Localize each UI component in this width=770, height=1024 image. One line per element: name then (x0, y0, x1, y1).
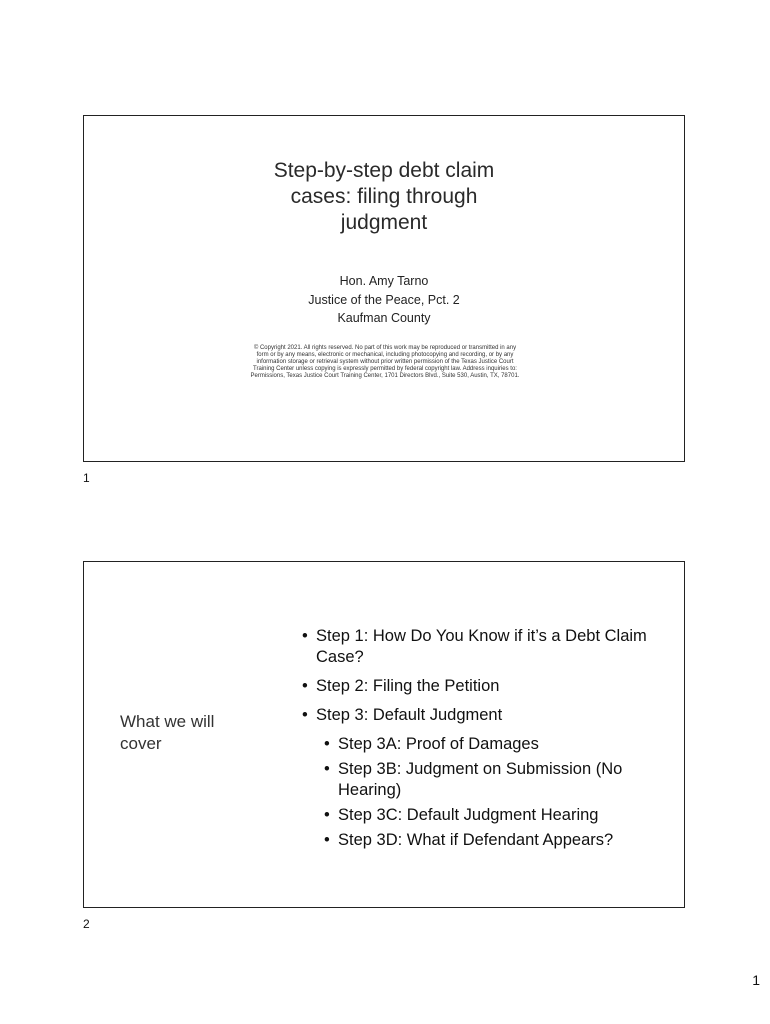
list-item: • Step 3D: What if Defendant Appears? (324, 830, 672, 851)
slide-2 (83, 561, 685, 908)
agenda-list (302, 626, 672, 855)
slide-1-number: 1 (83, 471, 90, 485)
slide-2-number: 2 (83, 917, 90, 931)
slide-1 (83, 115, 685, 462)
list-item: • Step 3C: Default Judgment Hearing (324, 805, 672, 826)
list-item: • Step 2: Filing the Petition (302, 676, 672, 697)
copyright-notice: © Copyright 2021. All rights reserved. No part of this work may be reproduced or transmitted in any form or by any means, electronic or mechanical, including photocopying and recording, or by any information storage or retrieval system without prior written permission of the Texas Justice Court Training Center unless copying is expressly permitted by federal copyright law. Address inquiries to: Permissions, Texas Justice Court Training Center, 1701 Directors Blvd., Suite 530, Austin, TX, 78701. (250, 345, 520, 380)
slide-1-title: Step-by-step debt claim cases: filing through judgment (273, 159, 495, 234)
author-county: Kaufman County (337, 311, 431, 325)
author-position: Justice of the Peace, Pct. 2 (308, 292, 460, 307)
list-item: • Step 1: How Do You Know if it’s a Debt Claim Case? (302, 626, 672, 668)
slide-1-author-block (84, 272, 684, 328)
slide-2-heading: What we will cover (120, 712, 215, 753)
page-number: 1 (752, 972, 760, 988)
list-item: • Step 3A: Proof of Damages (324, 734, 672, 755)
list-item: • Step 3: Default Judgment (302, 705, 672, 726)
author-name: Hon. Amy Tarno (339, 274, 429, 288)
list-item: • Step 3B: Judgment on Submission (No Hearing) (324, 759, 672, 801)
